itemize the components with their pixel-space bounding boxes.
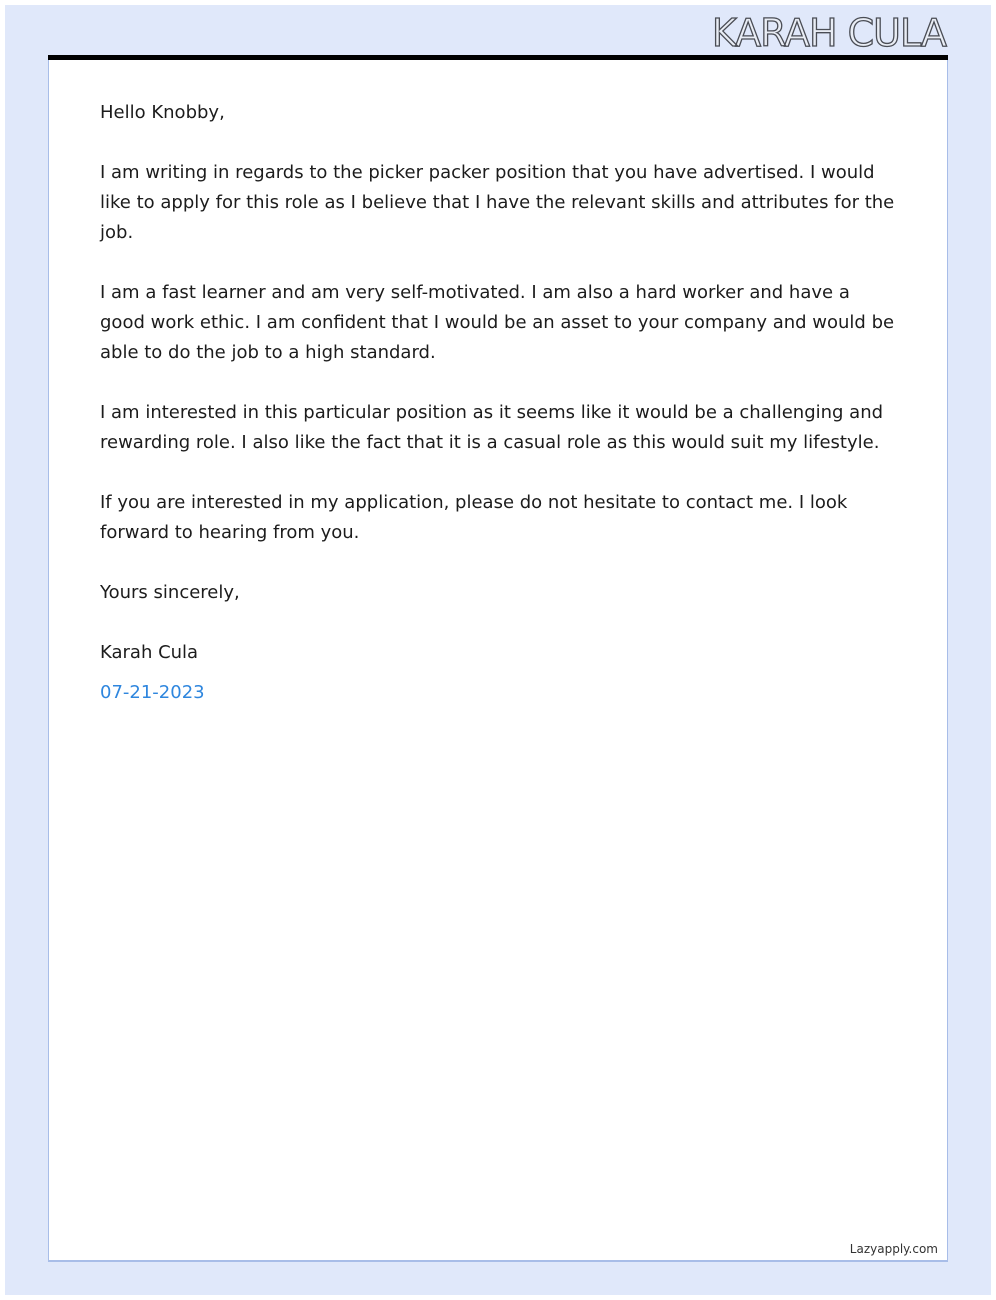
cover-letter-body [100, 98, 900, 708]
applicant-name-header: KARAH CULA [711, 11, 946, 55]
letter-closing: Yours sincerely, [100, 582, 240, 603]
footer-brand-watermark: Lazyapply.com [849, 1242, 938, 1256]
letter-paragraph: I am interested in this particular position as it seems like it would be a challenging and rewarding role. I also like the fact that it is a casual role as this would suit my lifestyle. [100, 402, 884, 453]
letter-page [48, 60, 948, 1262]
letter-signature: Karah Cula [100, 642, 199, 663]
letter-paragraph: If you are interested in my application, please do not hesitate to contact me. I look forward to hearing from you. [100, 492, 848, 543]
letter-date: 07-21-2023 [100, 682, 205, 703]
letter-paragraph: I am writing in regards to the picker packer position that you have advertised. I would like to apply for this role as I believe that I have the relevant skills and attributes for the job. [100, 162, 895, 243]
letter-greeting: Hello Knobby, [100, 102, 225, 123]
letter-paragraph: I am a fast learner and am very self-motivated. I am also a hard worker and have a good work ethic. I am confident that I would be an asset to your company and would be able to do the job to a high standard. [100, 282, 895, 363]
